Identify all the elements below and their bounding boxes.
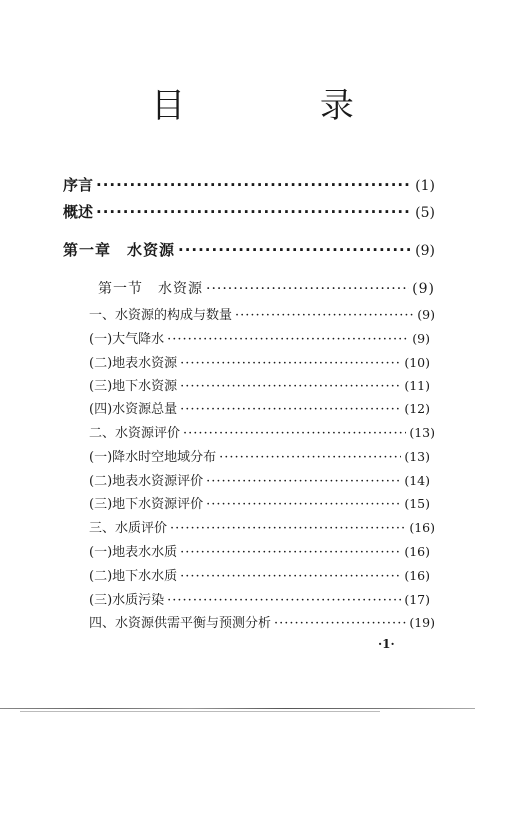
toc-entry-label: (三)水质污染 xyxy=(89,593,165,608)
toc-entry-label: 三、水质评价 xyxy=(89,521,168,536)
toc-entry-page: (15) xyxy=(404,496,430,511)
toc-entry-label: (四)水资源总量 xyxy=(89,402,178,417)
leader-dots xyxy=(170,521,406,536)
toc-entry-page: (10) xyxy=(404,355,430,370)
toc-entry-page: (9) xyxy=(415,243,435,259)
toc-entry-item xyxy=(89,517,435,536)
leader-dots xyxy=(167,593,401,608)
toc-entry-page: (16) xyxy=(404,568,430,583)
toc-entry-page: (9) xyxy=(417,307,435,322)
toc-entry-overview xyxy=(63,201,435,222)
toc-entry-item xyxy=(89,352,430,371)
toc-entry-page: (13) xyxy=(404,449,430,464)
leader-dots xyxy=(235,308,414,323)
toc-entry-page: (9) xyxy=(412,331,430,346)
leader-dots xyxy=(206,497,401,512)
leader-dots xyxy=(180,379,401,394)
toc-entry-label: (二)地表水资源 xyxy=(89,356,178,371)
toc-entry-page: (9) xyxy=(412,281,435,297)
leader-dots xyxy=(180,545,401,560)
toc-entry-preface xyxy=(63,174,435,195)
toc-entry-page: (16) xyxy=(409,520,435,535)
toc-entry-label: 四、水资源供需平衡与预测分析 xyxy=(89,616,272,631)
toc-entry-label: 一、水资源的构成与数量 xyxy=(89,308,233,323)
toc-entry-item xyxy=(89,328,430,347)
toc-entry-item xyxy=(89,493,430,512)
divider xyxy=(20,711,380,712)
toc-entry-section-1 xyxy=(98,278,435,298)
divider xyxy=(0,708,475,709)
page-number: ·1· xyxy=(378,637,395,651)
leader-dots xyxy=(96,203,412,221)
toc-entry-page: (1) xyxy=(415,178,435,194)
toc-entry-item xyxy=(89,304,435,323)
leader-dots xyxy=(274,616,406,631)
toc-entry-label: 二、水资源评价 xyxy=(89,426,181,441)
leader-dots xyxy=(180,402,401,417)
toc-entry-item xyxy=(89,541,430,560)
toc-entry-item xyxy=(89,398,430,417)
toc-entry-item xyxy=(89,565,430,584)
toc-entry-label: 序言 xyxy=(63,176,94,194)
toc-entry-item xyxy=(89,446,430,465)
toc-entry-item xyxy=(89,589,430,608)
toc-entry-item xyxy=(89,422,435,441)
toc-entry-label: (一)地表水水质 xyxy=(89,545,178,560)
leader-dots xyxy=(180,569,401,584)
leader-dots xyxy=(183,426,406,441)
toc-entry-label: (三)地下水资源 xyxy=(89,379,178,394)
toc-entry-label: (二)地表水资源评价 xyxy=(89,474,204,489)
toc-entry-item xyxy=(89,612,435,631)
toc-entry-page: (12) xyxy=(404,401,430,416)
toc-entry-page: (19) xyxy=(409,615,435,630)
page-title: 目 录 xyxy=(151,86,416,126)
toc-entry-page: (13) xyxy=(409,425,435,440)
toc-entry-item xyxy=(89,470,430,489)
toc-entry-label: (一)降水时空地域分布 xyxy=(89,450,217,465)
toc-entry-item xyxy=(89,375,430,394)
toc-entry-label: (一)大气降水 xyxy=(89,332,165,347)
leader-dots xyxy=(96,176,412,194)
toc-entry-label: (三)地下水资源评价 xyxy=(89,497,204,512)
leader-dots xyxy=(178,241,412,259)
leader-dots xyxy=(180,356,401,371)
leader-dots xyxy=(206,474,401,489)
toc-entry-page: (14) xyxy=(404,473,430,488)
toc-entry-label: 第一节 水资源 xyxy=(98,281,203,297)
toc-entry-chapter-1 xyxy=(63,239,435,260)
toc-entry-page: (16) xyxy=(404,544,430,559)
toc-entry-label: 第一章 水资源 xyxy=(63,241,176,259)
leader-dots xyxy=(167,332,409,347)
toc-entry-page: (11) xyxy=(404,378,430,393)
toc-entry-label: (二)地下水水质 xyxy=(89,569,178,584)
toc-entry-page: (17) xyxy=(404,592,430,607)
leader-dots xyxy=(206,281,409,297)
leader-dots xyxy=(219,450,401,465)
toc-entry-label: 概述 xyxy=(63,203,94,221)
toc-entry-page: (5) xyxy=(415,205,435,221)
